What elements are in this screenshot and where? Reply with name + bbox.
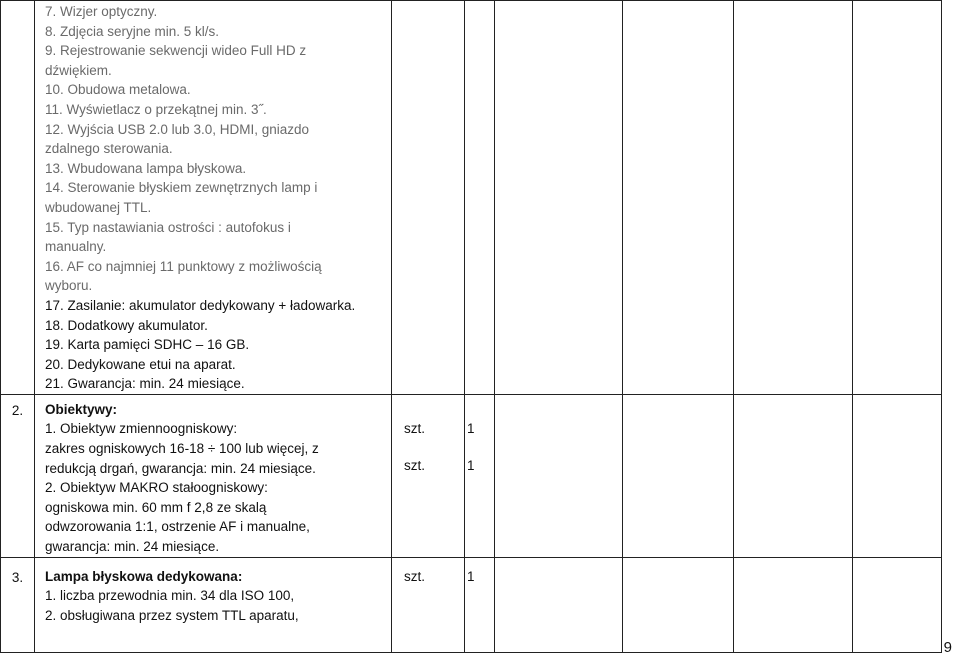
spec-line: ogniskowa min. 60 mm f 2,8 ze skalą: [45, 499, 267, 515]
empty-cell: [853, 1, 942, 395]
table-row-2: [1, 394, 942, 557]
section-heading: Lampa błyskowa dedykowana:: [45, 568, 243, 584]
quantity-value: 1: [467, 568, 475, 584]
quantity-value: 1: [467, 420, 475, 436]
spec-line: 19. Karta pamięci SDHC – 16 GB.: [45, 337, 250, 353]
quantity-value: 1: [467, 458, 475, 474]
quantity-cell: [465, 1, 495, 395]
spec-line: 11. Wyświetlacz o przekątnej min. 3˝.: [45, 101, 267, 117]
row-number: 3.: [11, 569, 24, 585]
spec-line: 1. liczba przewodnia min. 34 dla ISO 100,: [45, 588, 295, 604]
unit-label: szt.: [404, 458, 426, 474]
spec-line: 8. Zdjęcia seryjne min. 5 kl/s.: [45, 23, 220, 39]
spec-line: 16. AF co najmniej 11 punktowy z możliwością: [45, 258, 322, 274]
spec-line: manualny.: [45, 239, 107, 255]
empty-cell: [853, 394, 942, 557]
table-row-1: [1, 1, 942, 395]
spec-line: zakres ogniskowych 16-18 ÷ 100 lub więcej, z: [45, 441, 319, 457]
spec-line: 21. Gwarancja: min. 24 miesiące.: [45, 376, 245, 392]
table-row-3: [1, 557, 942, 652]
row-number-cell: [1, 557, 35, 652]
spec-line: gwarancja: min. 24 miesiące.: [45, 539, 220, 555]
description-cell: [35, 1, 392, 395]
spec-line: redukcją drgań, gwarancja: min. 24 miesiące.: [45, 460, 316, 476]
spec-line: wyboru.: [45, 278, 93, 294]
spec-line: 20. Dedykowane etui na aparat.: [45, 356, 236, 372]
description-cell: [35, 557, 392, 652]
empty-cell: [623, 1, 734, 395]
unit-label: szt.: [404, 420, 426, 436]
unit-label: szt.: [404, 568, 426, 584]
spec-line: 7. Wizjer optyczny.: [45, 4, 158, 19]
description-lines: [45, 586, 385, 625]
quantity-cell: [465, 557, 495, 652]
empty-cell: [853, 557, 942, 652]
spec-line: wbudowanej TTL.: [45, 199, 152, 215]
empty-cell: [495, 557, 623, 652]
empty-cell: [734, 394, 853, 557]
spec-line: 15. Typ nastawiania ostrości : autofokus i: [45, 219, 291, 235]
spec-line: 14. Sterowanie błyskiem zewnętrznych lamp i: [45, 180, 318, 196]
quantity-cell: [465, 394, 495, 557]
spec-line: 17. Zasilanie: akumulator dedykowany + ładowarka.: [45, 297, 356, 313]
spec-line: 13. Wbudowana lampa błyskowa.: [45, 160, 247, 176]
spec-line: 2. obsługiwana przez system TTL aparatu,: [45, 607, 299, 623]
empty-cell: [623, 394, 734, 557]
unit-cell: [392, 394, 465, 557]
spec-line: dźwiękiem.: [45, 62, 112, 78]
spec-line: 12. Wyjścia USB 2.0 lub 3.0, HDMI, gniazdo: [45, 121, 309, 137]
empty-cell: [734, 1, 853, 395]
description-cell: [35, 394, 392, 557]
page-number: 9: [943, 639, 952, 656]
spec-line: zdalnego sterowania.: [45, 141, 173, 157]
row-number-cell: [1, 1, 35, 395]
unit-cell: [392, 1, 465, 395]
spec-line: odwzorowania 1:1, ostrzenie AF i manualne,: [45, 519, 310, 535]
spec-line: 1. Obiektyw zmiennoogniskowy:: [45, 421, 238, 437]
spec-line: 10. Obudowa metalowa.: [45, 82, 191, 98]
empty-cell: [623, 557, 734, 652]
row-number-cell: [1, 394, 35, 557]
empty-cell: [734, 557, 853, 652]
description-lines: [45, 419, 385, 556]
spec-line: 9. Rejestrowanie sekwencji wideo Full HD z: [45, 43, 307, 59]
unit-cell: [392, 557, 465, 652]
section-heading: Obiektywy:: [45, 401, 118, 417]
empty-cell: [495, 1, 623, 395]
spec-line: 2. Obiektyw MAKRO stałoogniskowy:: [45, 480, 268, 496]
row-number: 2.: [11, 402, 24, 418]
spec-line: 18. Dodatkowy akumulator.: [45, 317, 208, 333]
empty-cell: [495, 394, 623, 557]
